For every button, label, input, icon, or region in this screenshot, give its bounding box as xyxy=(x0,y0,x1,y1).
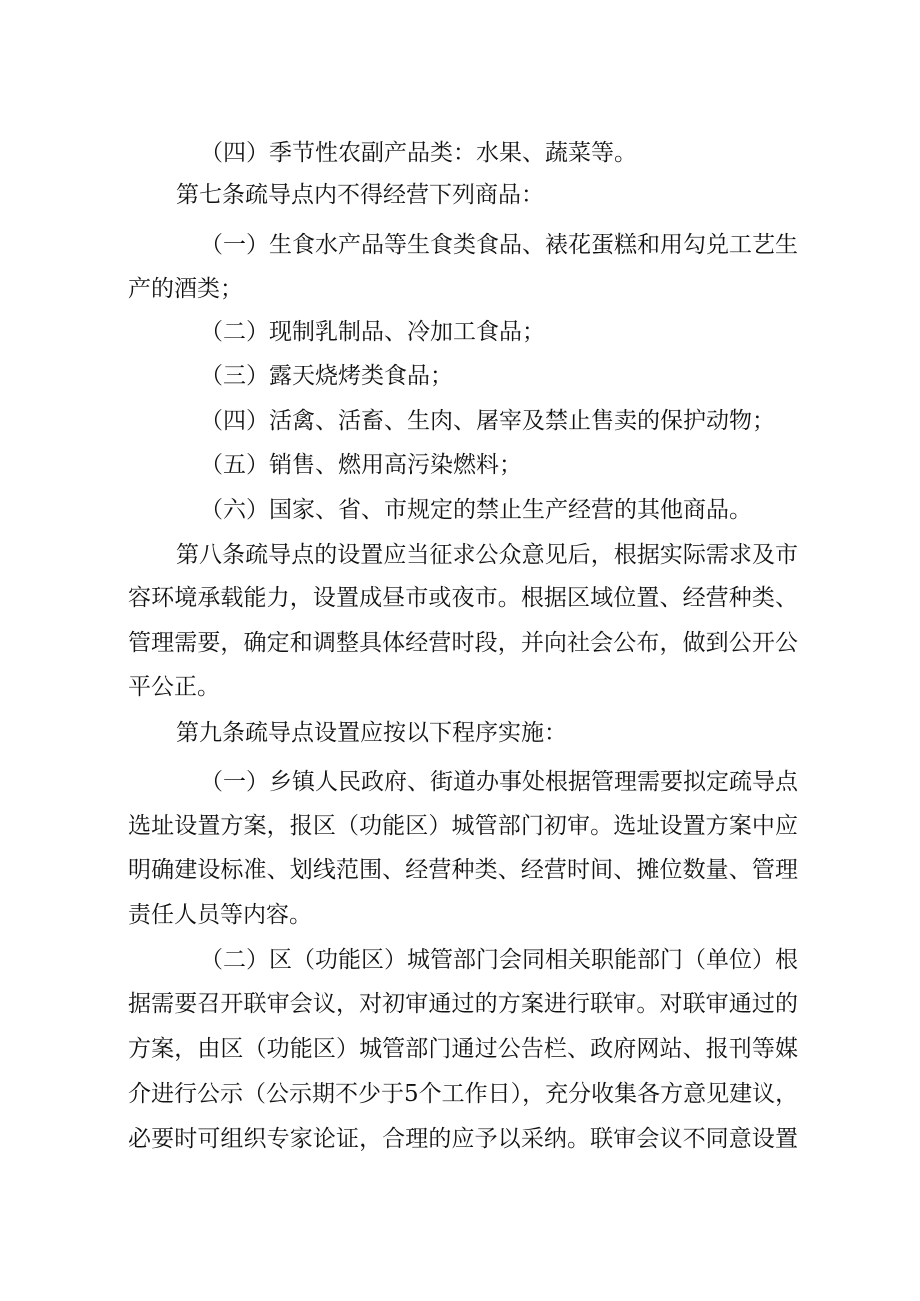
text-line: 选址设置方案，报区（功能区）城管部门初审。选址设置方案中应 xyxy=(128,813,798,839)
text-line: （四）季节性农副产品类：水果、蔬菜等。 xyxy=(200,140,637,166)
text-line: （一）生食水产品等生食类食品、裱花蛋糕和用勾兑工艺生 xyxy=(200,232,798,258)
text-line: （二）现制乳制品、冷加工食品； xyxy=(200,319,545,345)
article-heading: 第八条疏导点的设置应当征求公众意见后，根据实际需求及市 xyxy=(176,542,798,568)
text-line: （五）销售、燃用高污染燃料； xyxy=(200,452,522,478)
text-line: 方案，由区（功能区）城管部门通过公告栏、政府网站、报刊等媒 xyxy=(128,1036,798,1062)
text-line: 责任人员等内容。 xyxy=(128,902,312,928)
text-line: 介进行公示（公示期不少于5个工作日），充分收集各方意见建议， xyxy=(128,1081,798,1107)
text-line: （二）区（功能区）城管部门会同相关职能部门（单位）根 xyxy=(200,947,798,973)
text-line: （六）国家、省、市规定的禁止生产经营的其他商品。 xyxy=(200,497,752,523)
text-line: 据需要召开联审会议，对初审通过的方案进行联审。对联审通过的 xyxy=(128,991,798,1017)
text-line: 容环境承载能力，设置成昼市或夜市。根据区域位置、经营种类、 xyxy=(128,585,798,611)
text-line: （四）活禽、活畜、生肉、屠宰及禁止售卖的保护动物； xyxy=(200,408,775,434)
text-line: （三）露天烧烤类食品； xyxy=(200,363,453,389)
text-line: （一）乡镇人民政府、街道办事处根据管理需要拟定疏导点 xyxy=(200,769,798,795)
text-line: 必要时可组织专家论证，合理的应予以采纳。联审会议不同意设置 xyxy=(128,1126,798,1152)
text-line: 管理需要，确定和调整具体经营时段，并向社会公布，做到公开公 xyxy=(128,630,798,656)
text-line: 明确建设标准、划线范围、经营种类、经营时间、摊位数量、管理 xyxy=(128,857,798,883)
article-heading: 第九条疏导点设置应按以下程序实施： xyxy=(176,720,567,746)
text-line: 平公正。 xyxy=(128,674,220,700)
article-heading: 第七条疏导点内不得经营下列商品： xyxy=(176,182,544,208)
text-line: 产的酒类； xyxy=(128,276,243,302)
